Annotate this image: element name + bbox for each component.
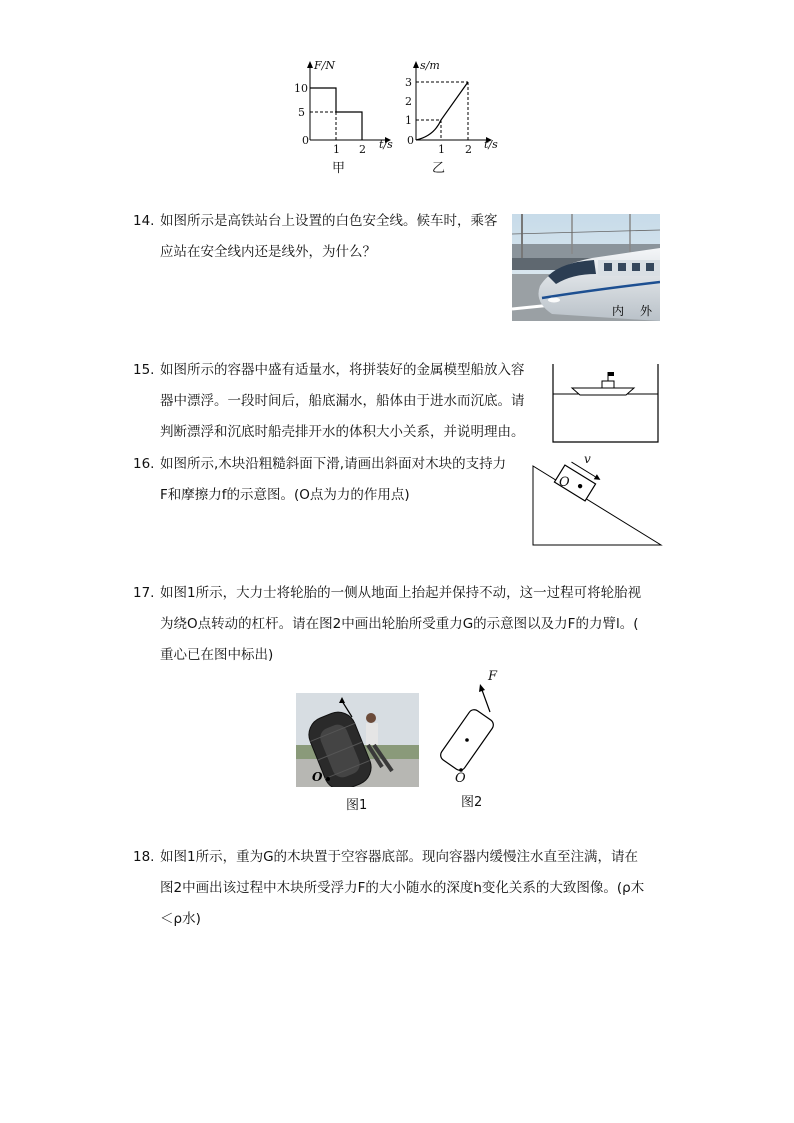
incline-svg	[530, 452, 664, 548]
y-axis-label: s/m	[420, 59, 440, 72]
x-tick: 2	[465, 143, 472, 156]
tire-photo	[296, 693, 419, 787]
question-line: 图2中画出该过程中木块所受浮力F的大小随水的深度h变化关系的大致图像。(ρ木	[160, 880, 645, 896]
origin-label: 0	[302, 134, 309, 147]
arrowhead-icon	[594, 474, 602, 482]
question-line: 如图所示,木块沿粗糙斜面下滑,请画出斜面对木块的支持力	[160, 456, 507, 472]
graph-yi	[398, 56, 508, 176]
pivot-label: O	[312, 770, 323, 784]
question-18-text	[160, 842, 660, 935]
photo-label-outer: 外	[640, 304, 653, 318]
train-photo	[512, 214, 660, 321]
question-line: 为绕O点转动的杠杆。请在图2中画出轮胎所受重力G的示意图以及力F的力臂l。(	[160, 616, 639, 632]
arrowhead-icon	[479, 684, 485, 692]
question-14-text	[160, 206, 505, 268]
question-line: 如图所示的容器中盛有适量水，将拼装好的金属模型船放入容	[160, 362, 525, 378]
center-of-gravity-icon	[465, 738, 469, 742]
y-tick: 1	[405, 114, 412, 127]
question-line: 如图所示是高铁站台上设置的白色安全线。候车时，乘客	[160, 213, 498, 229]
question-number: 18.	[133, 849, 155, 865]
y-tick: 3	[405, 76, 412, 89]
question-line: 如图1所示，大力士将轮胎的一侧从地面上抬起并保持不动，这一过程可将轮胎视	[160, 585, 642, 601]
force-label: F	[488, 669, 498, 684]
incline-figure	[530, 452, 664, 548]
question-line: ＜ρ水)	[160, 911, 201, 927]
graph-yi-svg	[398, 56, 508, 176]
question-number: 16.	[133, 456, 155, 472]
point-o-label: O	[559, 475, 570, 490]
question-15-text	[160, 355, 545, 448]
container-figure	[550, 362, 662, 444]
y-axis-label: F/N	[314, 59, 335, 72]
velocity-label: v	[584, 452, 591, 466]
question-number: 15.	[133, 362, 155, 378]
container-walls	[553, 364, 658, 442]
force-arrow	[482, 690, 490, 712]
x-axis-label: t/s	[484, 138, 498, 151]
tire-diagram	[438, 668, 518, 792]
question-line: F和摩擦力f的示意图。(O点为力的作用点)	[160, 487, 410, 503]
x-axis-label: t/s	[379, 138, 393, 151]
question-16-text	[160, 449, 540, 511]
origin-label: 0	[407, 134, 414, 147]
figure-1-caption: 图1	[346, 798, 368, 813]
question-line: 重心已在图中标出)	[160, 647, 274, 663]
question-number: 17.	[133, 585, 155, 601]
container-boat-svg	[550, 362, 662, 444]
question-line: 器中漂浮。一段时间后，船底漏水，船体由于进水而沉底。请	[160, 393, 525, 409]
y-arrow-icon	[307, 61, 313, 68]
figure-2-caption: 图2	[461, 795, 483, 810]
question-number: 14.	[133, 213, 155, 229]
tire-diagram-svg	[438, 668, 518, 792]
photo-label-inner: 内	[612, 304, 625, 318]
boat-cabin	[602, 381, 614, 388]
question-17-text	[160, 578, 660, 671]
y-tick: 10	[294, 82, 308, 95]
graph-caption: 乙	[432, 161, 446, 176]
y-arrow-icon	[413, 61, 419, 68]
question-line: 应站在安全线内还是线外，为什么？	[160, 244, 376, 260]
pivot-point-icon	[326, 777, 330, 781]
question-line: 判断漂浮和沉底时船壳排开水的体积大小关系，并说明理由。	[160, 424, 525, 440]
y-tick: 2	[405, 95, 412, 108]
train-illustration	[512, 214, 660, 321]
x-tick: 2	[359, 143, 366, 156]
graph-jia	[290, 56, 400, 176]
question-line: 如图1所示，重为G的木块置于空容器底部。现向容器内缓慢注水直至注满，请在	[160, 849, 639, 865]
x-tick: 1	[333, 143, 340, 156]
displacement-curve	[416, 82, 468, 140]
pivot-label: O	[455, 771, 466, 786]
boat-hull	[572, 388, 634, 395]
graph-caption: 甲	[332, 161, 346, 176]
x-tick: 1	[438, 143, 445, 156]
boat-flag-icon	[608, 372, 614, 376]
y-tick: 5	[298, 106, 305, 119]
